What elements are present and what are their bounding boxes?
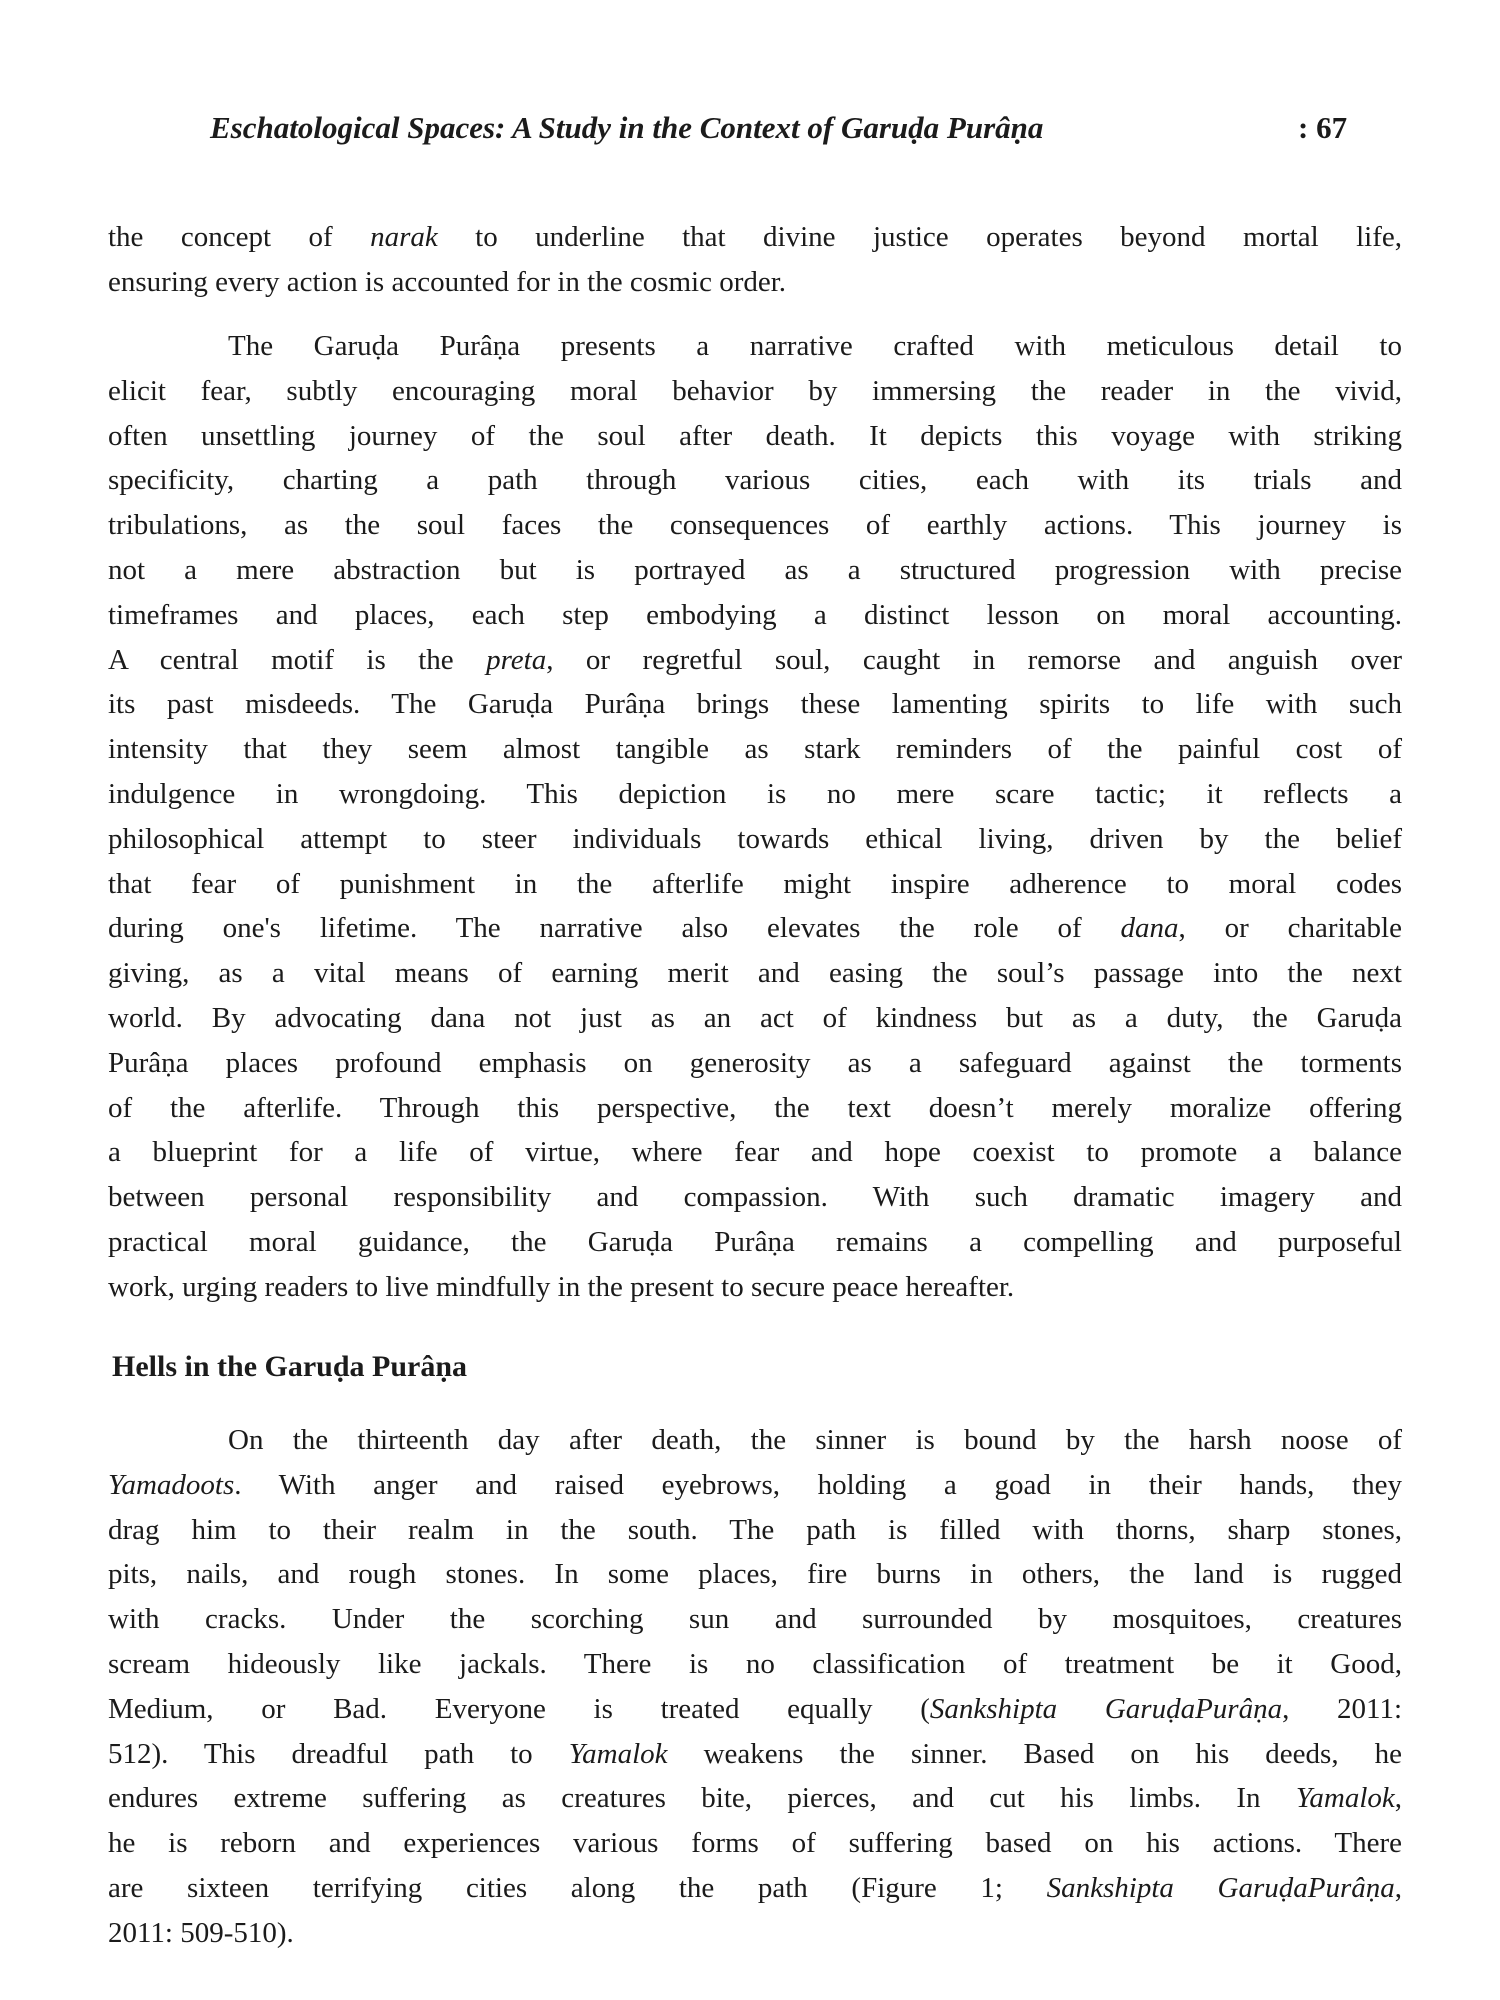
text-run: , bbox=[1394, 1782, 1402, 1815]
text-run: philosophical attempt to steer individuals towards ethical living, driven by the belief bbox=[108, 822, 1402, 855]
text-run: 2011: 509-510). bbox=[108, 1916, 294, 1949]
text-run: to underline that divine justice operates beyond mortal life, bbox=[437, 221, 1402, 253]
italic-term: preta bbox=[486, 643, 547, 676]
italic-term: dana bbox=[1120, 912, 1179, 945]
text-line bbox=[108, 414, 1402, 459]
text-line bbox=[108, 727, 1402, 772]
text-run: he is reborn and experiences various forms of suffering based on his actions. There bbox=[108, 1827, 1402, 1860]
text-run: during one's lifetime. The narrative also elevates the role of bbox=[108, 912, 1121, 945]
text-line bbox=[108, 1732, 1402, 1777]
text-run: A central motif is the bbox=[108, 643, 487, 676]
text-line bbox=[108, 906, 1402, 951]
text-run: Purâṇa places profound emphasis on generosity as a safeguard against the torments bbox=[108, 1046, 1402, 1079]
page-number: : 67 bbox=[1298, 110, 1348, 145]
text-run: Medium, or Bad. Everyone is treated equally ( bbox=[108, 1692, 930, 1725]
text-line bbox=[108, 1220, 1402, 1265]
text-line bbox=[108, 638, 1402, 683]
text-line bbox=[108, 215, 1402, 260]
text-line bbox=[108, 817, 1402, 862]
text-run: , or charitable bbox=[1178, 912, 1402, 945]
text-line bbox=[108, 1508, 1402, 1553]
text-run: scream hideously like jackals. There is no classification of treatment be it Good, bbox=[108, 1647, 1402, 1680]
text-run: of the afterlife. Through this perspective, the text doesn’t merely moralize offering bbox=[108, 1091, 1402, 1124]
text-run: tribulations, as the soul faces the consequences of earthly actions. This journey is bbox=[108, 509, 1402, 542]
text-run: are sixteen terrifying cities along the path (Figure 1; bbox=[108, 1871, 1047, 1904]
italic-term: Sankshipta GaruḍaPurâṇa bbox=[929, 1692, 1283, 1725]
text-line bbox=[108, 862, 1402, 907]
text-line bbox=[108, 503, 1402, 548]
text-line bbox=[108, 1175, 1402, 1220]
text-run: ensuring every action is accounted for in the cosmic order. bbox=[108, 265, 787, 298]
text-run: The Garuḍa Purâṇa presents a narrative crafted with meticulous detail to bbox=[228, 330, 1402, 362]
text-line bbox=[108, 1552, 1402, 1597]
text-run: world. By advocating dana not just as an act of kindness but as a duty, the Garuḍa bbox=[108, 1001, 1402, 1034]
text-run: On the thirteenth day after death, the sinner is bound by the harsh noose of bbox=[228, 1424, 1402, 1456]
text-line bbox=[108, 593, 1402, 638]
text-run: intensity that they seem almost tangible as stark reminders of the painful cost of bbox=[108, 733, 1402, 766]
text-run: drag him to their realm in the south. The path is filled with thorns, sharp stones, bbox=[108, 1513, 1402, 1546]
text-run: . With anger and raised eyebrows, holding a goad in their hands, they bbox=[234, 1468, 1402, 1501]
italic-term: Yamadoots bbox=[108, 1468, 235, 1501]
italic-term: Sankshipta GaruḍaPurâṇa bbox=[1046, 1871, 1395, 1904]
text-line bbox=[108, 1418, 1402, 1463]
text-run: not a mere abstraction but is portrayed as a structured progression with precise bbox=[108, 553, 1402, 586]
text-run: the concept of bbox=[108, 221, 371, 253]
italic-term: narak bbox=[370, 221, 438, 253]
text-run: practical moral guidance, the Garuḍa Purâṇa remains a compelling and purposeful bbox=[108, 1225, 1402, 1258]
text-line bbox=[108, 1597, 1402, 1642]
text-run: between personal responsibility and compassion. With such dramatic imagery and bbox=[108, 1181, 1402, 1214]
text-run: endures extreme suffering as creatures bite, pierces, and cut his limbs. In bbox=[108, 1782, 1296, 1815]
section-heading: Hells in the Garuḍa Purâṇa bbox=[112, 1350, 468, 1383]
text-line bbox=[108, 1041, 1402, 1086]
text-line bbox=[108, 772, 1402, 817]
text-run: pits, nails, and rough stones. In some places, fire burns in others, the land is rugged bbox=[108, 1558, 1402, 1591]
text-run: indulgence in wrongdoing. This depiction is no mere scare tactic; it reflects a bbox=[108, 777, 1402, 810]
text-line bbox=[108, 260, 1402, 305]
text-line bbox=[108, 1130, 1402, 1175]
text-line bbox=[108, 951, 1402, 996]
text-line bbox=[108, 1911, 1402, 1956]
text-run: elicit fear, subtly encouraging moral behavior by immersing the reader in the vivid, bbox=[108, 374, 1402, 407]
text-run: a blueprint for a life of virtue, where fear and hope coexist to promote a balance bbox=[108, 1136, 1402, 1169]
text-run: 512). This dreadful path to bbox=[108, 1737, 569, 1770]
text-line bbox=[108, 458, 1402, 503]
text-run: giving, as a vital means of earning merit and easing the soul’s passage into the next bbox=[108, 957, 1402, 990]
text-run: work, urging readers to live mindfully in the present to secure peace hereafter. bbox=[108, 1270, 1015, 1303]
text-run: that fear of punishment in the afterlife might inspire adherence to moral codes bbox=[108, 867, 1402, 900]
text-run: , bbox=[1394, 1871, 1403, 1904]
text-line bbox=[108, 996, 1402, 1041]
text-line bbox=[108, 1642, 1402, 1687]
text-line bbox=[108, 682, 1402, 727]
text-line bbox=[108, 1086, 1402, 1131]
text-line bbox=[108, 1687, 1402, 1732]
italic-term: Yamalok bbox=[568, 1737, 668, 1770]
text-run: , 2011: bbox=[1282, 1692, 1403, 1725]
text-line bbox=[108, 548, 1402, 593]
running-head-title: Eschatological Spaces: A Study in the Context of Garuḍa Purâṇa bbox=[210, 110, 1044, 145]
italic-term: Yamalok bbox=[1295, 1782, 1395, 1815]
text-line bbox=[108, 1866, 1402, 1911]
text-run: often unsettling journey of the soul after death. It depicts this voyage with striking bbox=[108, 419, 1402, 452]
paragraph-2 bbox=[108, 324, 1402, 1310]
text-run: its past misdeeds. The Garuḍa Purâṇa brings these lamenting spirits to life with such bbox=[108, 688, 1402, 721]
paragraph-3 bbox=[108, 1418, 1402, 1956]
text-line bbox=[108, 1821, 1402, 1866]
text-line bbox=[108, 324, 1402, 369]
text-line bbox=[108, 369, 1402, 414]
text-run: with cracks. Under the scorching sun and surrounded by mosquitoes, creatures bbox=[108, 1603, 1402, 1636]
text-run: specificity, charting a path through various cities, each with its trials and bbox=[108, 464, 1402, 497]
text-line bbox=[108, 1265, 1402, 1310]
text-run: timeframes and places, each step embodying a distinct lesson on moral accounting. bbox=[108, 598, 1402, 631]
text-line bbox=[108, 1463, 1402, 1508]
paragraph-1 bbox=[108, 215, 1402, 305]
text-line bbox=[108, 1776, 1402, 1821]
text-run: weakens the sinner. Based on his deeds, he bbox=[667, 1737, 1402, 1770]
text-run: , or regretful soul, caught in remorse and anguish over bbox=[546, 643, 1402, 676]
